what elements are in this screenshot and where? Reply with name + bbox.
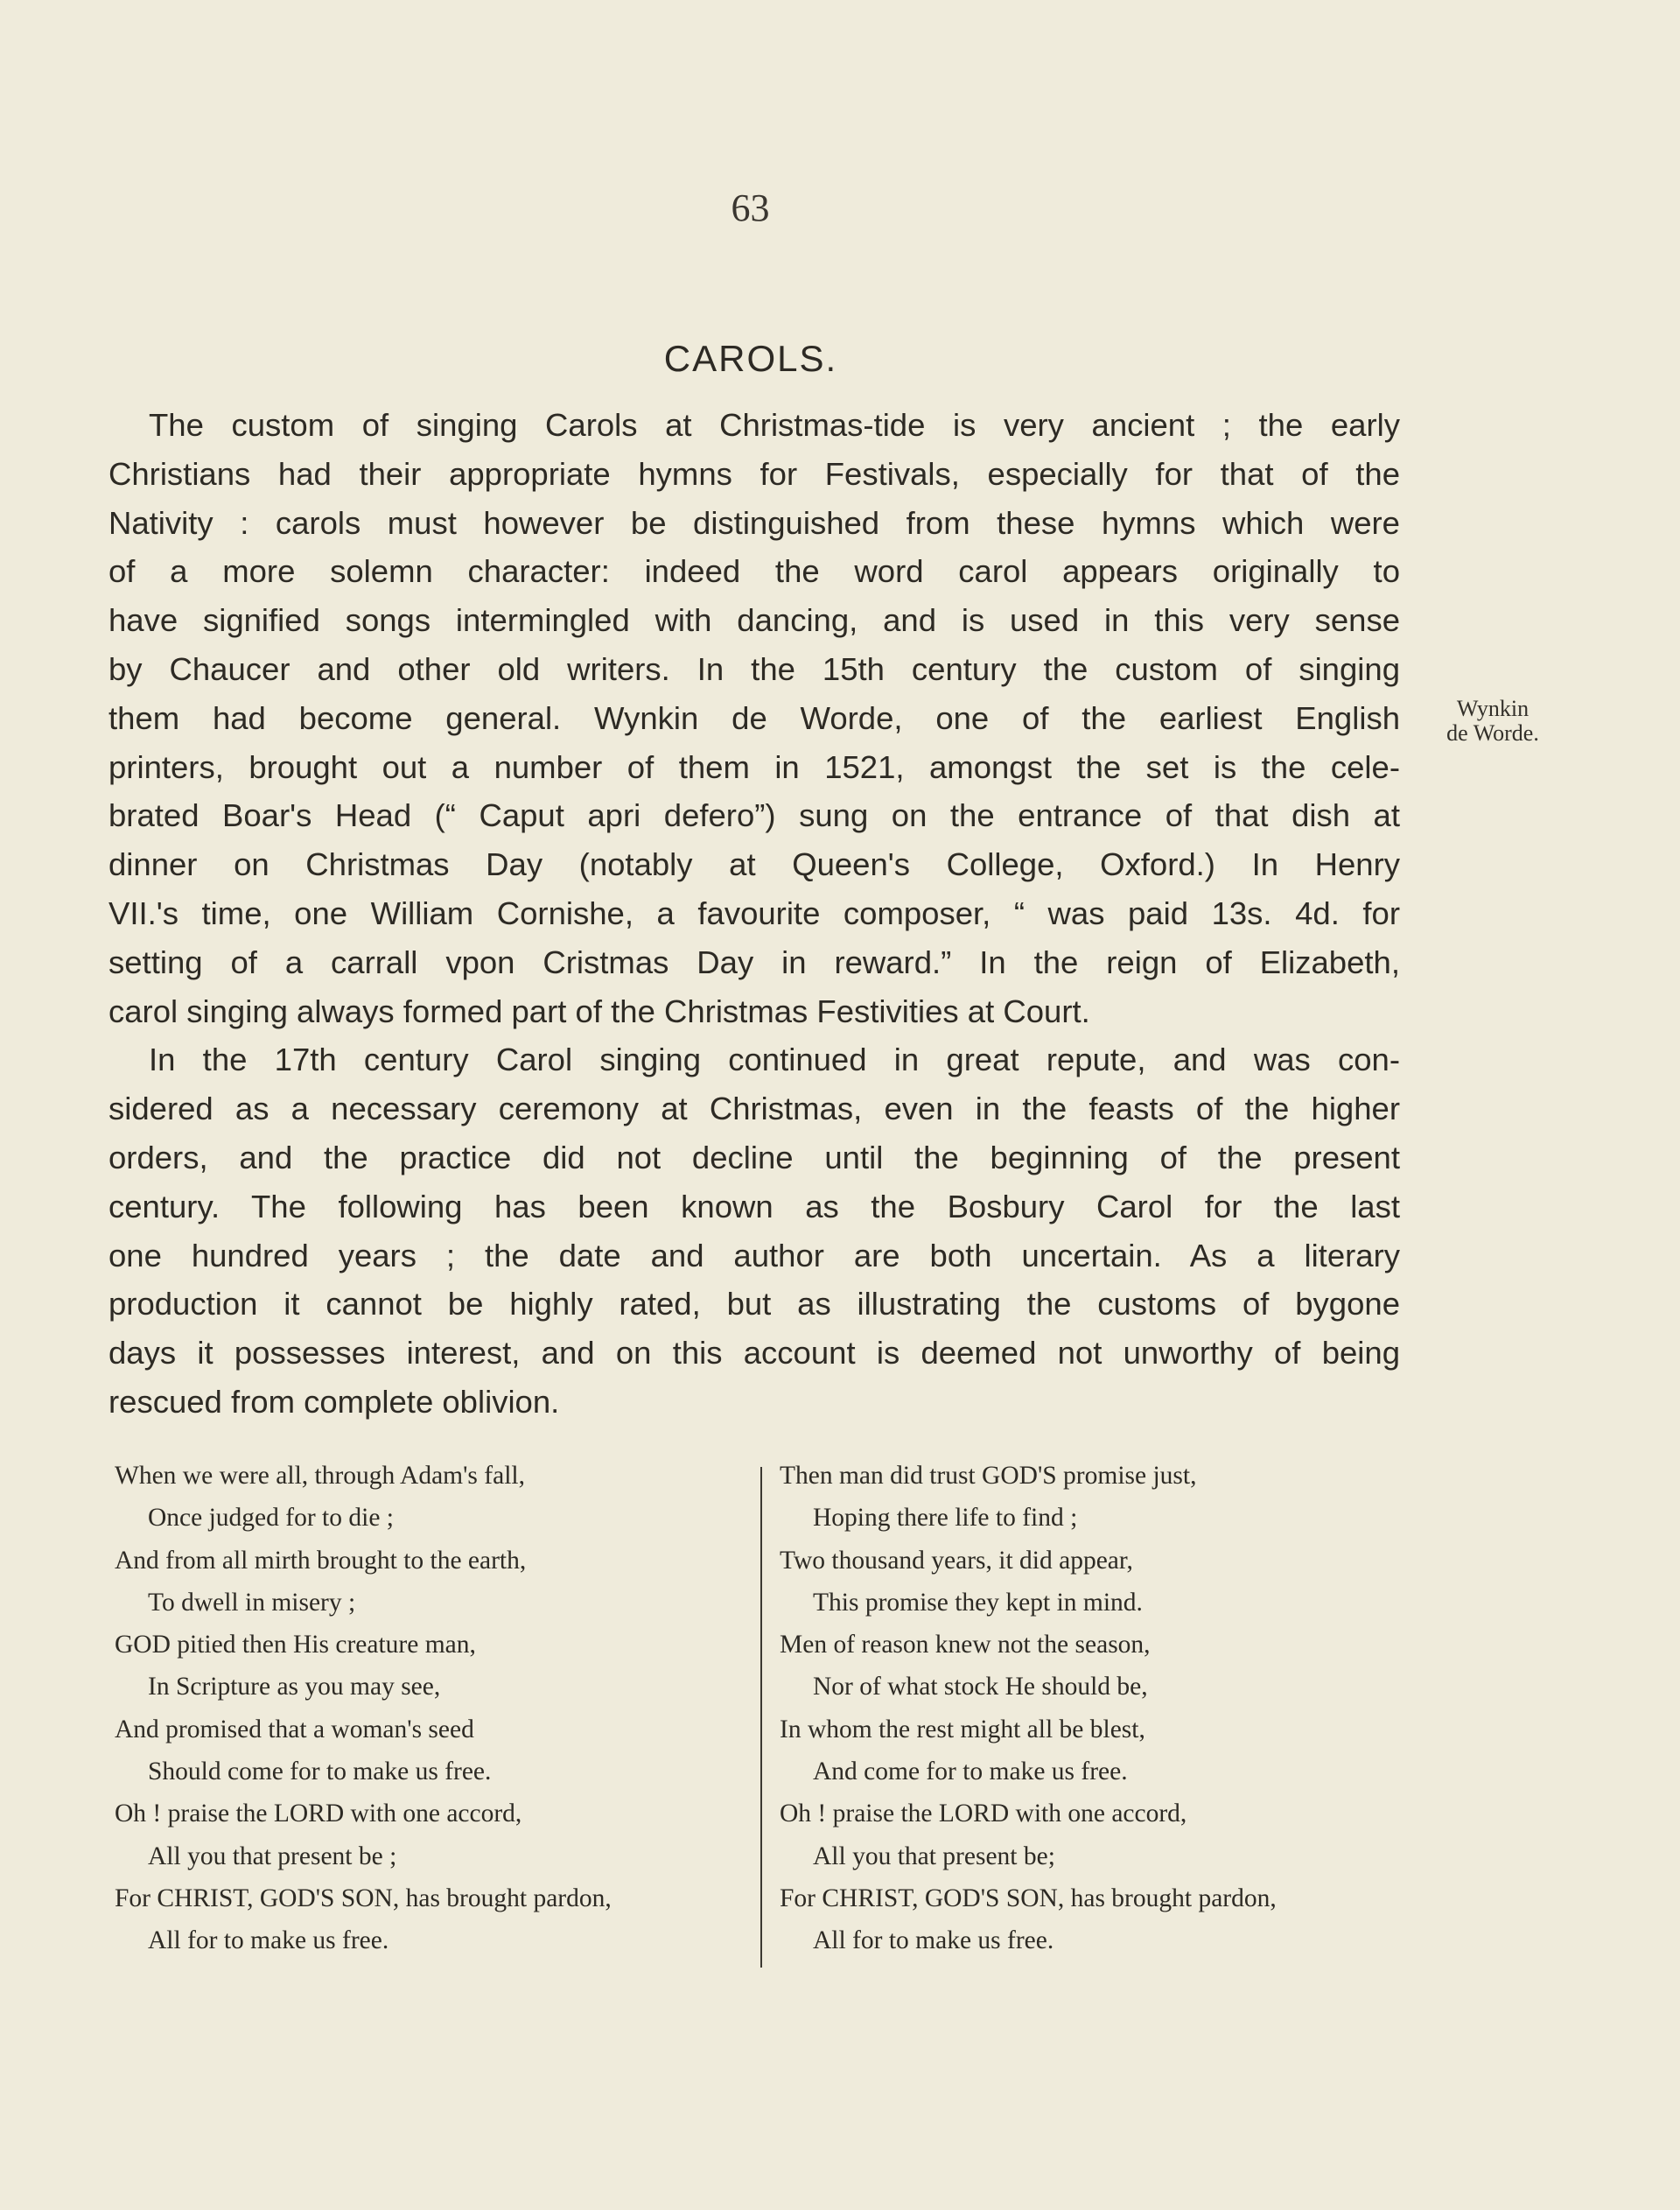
paragraph-line: printers, brought out a number of them in 1521, amongst the set is the cele- bbox=[108, 748, 1400, 785]
verse-line: For CHRIST, GOD'S SON, has brought pardon, bbox=[780, 1884, 1277, 1912]
prose-body bbox=[108, 401, 1400, 1427]
paragraph-line: have signified songs intermingled with dancing, and is used in this very sense bbox=[108, 602, 1400, 639]
margin-note bbox=[1423, 697, 1563, 746]
verse-line: And from all mirth brought to the earth, bbox=[115, 1546, 527, 1575]
paragraph-line: In the 17th century Carol singing continued in great repute, and was con- bbox=[149, 1042, 1400, 1078]
paragraph-line: of a more solemn character: indeed the word carol appears originally to bbox=[108, 553, 1400, 590]
paragraph-line: orders, and the practice did not decline until the beginning of the present bbox=[108, 1139, 1400, 1175]
paragraph-line: sidered as a necessary ceremony at Christmas, even in the feasts of the higher bbox=[108, 1091, 1400, 1127]
paragraph-line: by Chaucer and other old writers. In the 15th century the custom of singing bbox=[108, 650, 1400, 687]
paragraph-line: days it possesses interest, and on this account is deemed not unworthy of being bbox=[108, 1335, 1400, 1372]
paragraph-1 bbox=[108, 401, 1400, 1035]
verse-line: All you that present be ; bbox=[148, 1842, 397, 1870]
verse-line: Hoping there life to find ; bbox=[813, 1504, 1078, 1533]
paragraph-line: brated Boar's Head (“ Caput apri defero”) sung on the entrance of that dish at bbox=[108, 797, 1400, 834]
verse-column-right bbox=[780, 1455, 1277, 1962]
paragraph-line: Nativity : carols must however be distinguished from these hymns which were bbox=[108, 504, 1400, 541]
verse-line: Two thousand years, it did appear, bbox=[780, 1546, 1133, 1575]
paragraph-2 bbox=[108, 1035, 1400, 1426]
verse-column-left bbox=[115, 1455, 612, 1962]
verse-line: Oh ! praise the LORD with one accord, bbox=[115, 1800, 522, 1828]
verse-line: And come for to make us free. bbox=[813, 1757, 1128, 1786]
margin-note-line: Wynkin bbox=[1456, 696, 1530, 721]
verse-line: This promise they kept in mind. bbox=[813, 1588, 1143, 1617]
paragraph-line: century. The following has been known as the Bosbury Carol for the last bbox=[108, 1188, 1400, 1224]
paragraph-line: production it cannot be highly rated, but as illustrating the customs of bygone bbox=[108, 1286, 1400, 1322]
verse-line: GOD pitied then His creature man, bbox=[115, 1631, 476, 1659]
verse-line: All you that present be; bbox=[813, 1842, 1055, 1870]
verse-line: Once judged for to die ; bbox=[148, 1504, 394, 1533]
verse-line: To dwell in misery ; bbox=[148, 1588, 356, 1617]
verse-line: In Scripture as you may see, bbox=[148, 1673, 441, 1701]
paragraph-line: The custom of singing Carols at Christmas-tide is very ancient ; the early bbox=[149, 407, 1400, 443]
paragraph-line: VII.'s time, one William Cornishe, a favourite composer, “ was paid 13s. 4d. for bbox=[108, 895, 1400, 931]
verse-line: When we were all, through Adam's fall, bbox=[115, 1462, 525, 1490]
paragraph-line: one hundred years ; the date and author are both uncertain. As a literary bbox=[108, 1237, 1400, 1273]
verse-line: And promised that a woman's seed bbox=[115, 1715, 474, 1743]
verse-line: Then man did trust GOD'S promise just, bbox=[780, 1462, 1197, 1490]
paragraph-line: setting of a carrall vpon Cristmas Day in reward.” In the reign of Elizabeth, bbox=[108, 944, 1400, 980]
paragraph-line: them had become general. Wynkin de Worde, one of the earliest English bbox=[108, 699, 1400, 736]
paragraph-line: carol singing always formed part of the Christmas Festivities at Court. bbox=[108, 993, 1090, 1029]
verse-line: In whom the rest might all be blest, bbox=[780, 1715, 1145, 1743]
verse-line: Nor of what stock He should be, bbox=[813, 1673, 1148, 1701]
margin-note-line: de Worde. bbox=[1446, 720, 1539, 746]
page-title: CAROLS. bbox=[663, 338, 838, 379]
paragraph-line: rescued from complete oblivion. bbox=[108, 1383, 560, 1420]
verse-line: Men of reason knew not the season, bbox=[780, 1631, 1151, 1659]
verse-line: All for to make us free. bbox=[148, 1926, 389, 1955]
paragraph-line: dinner on Christmas Day (notably at Queen's College, Oxford.) In Henry bbox=[108, 846, 1400, 883]
paragraph-line: Christians had their appropriate hymns for Festivals, especially for that of the bbox=[108, 455, 1400, 492]
verse-line: Should come for to make us free. bbox=[148, 1757, 492, 1786]
verse-line: All for to make us free. bbox=[813, 1926, 1054, 1955]
column-divider bbox=[760, 1467, 762, 1968]
verse-line: For CHRIST, GOD'S SON, has brought pardon, bbox=[115, 1884, 612, 1912]
page-number: 63 bbox=[731, 186, 770, 229]
verse-line: Oh ! praise the LORD with one accord, bbox=[780, 1800, 1187, 1828]
